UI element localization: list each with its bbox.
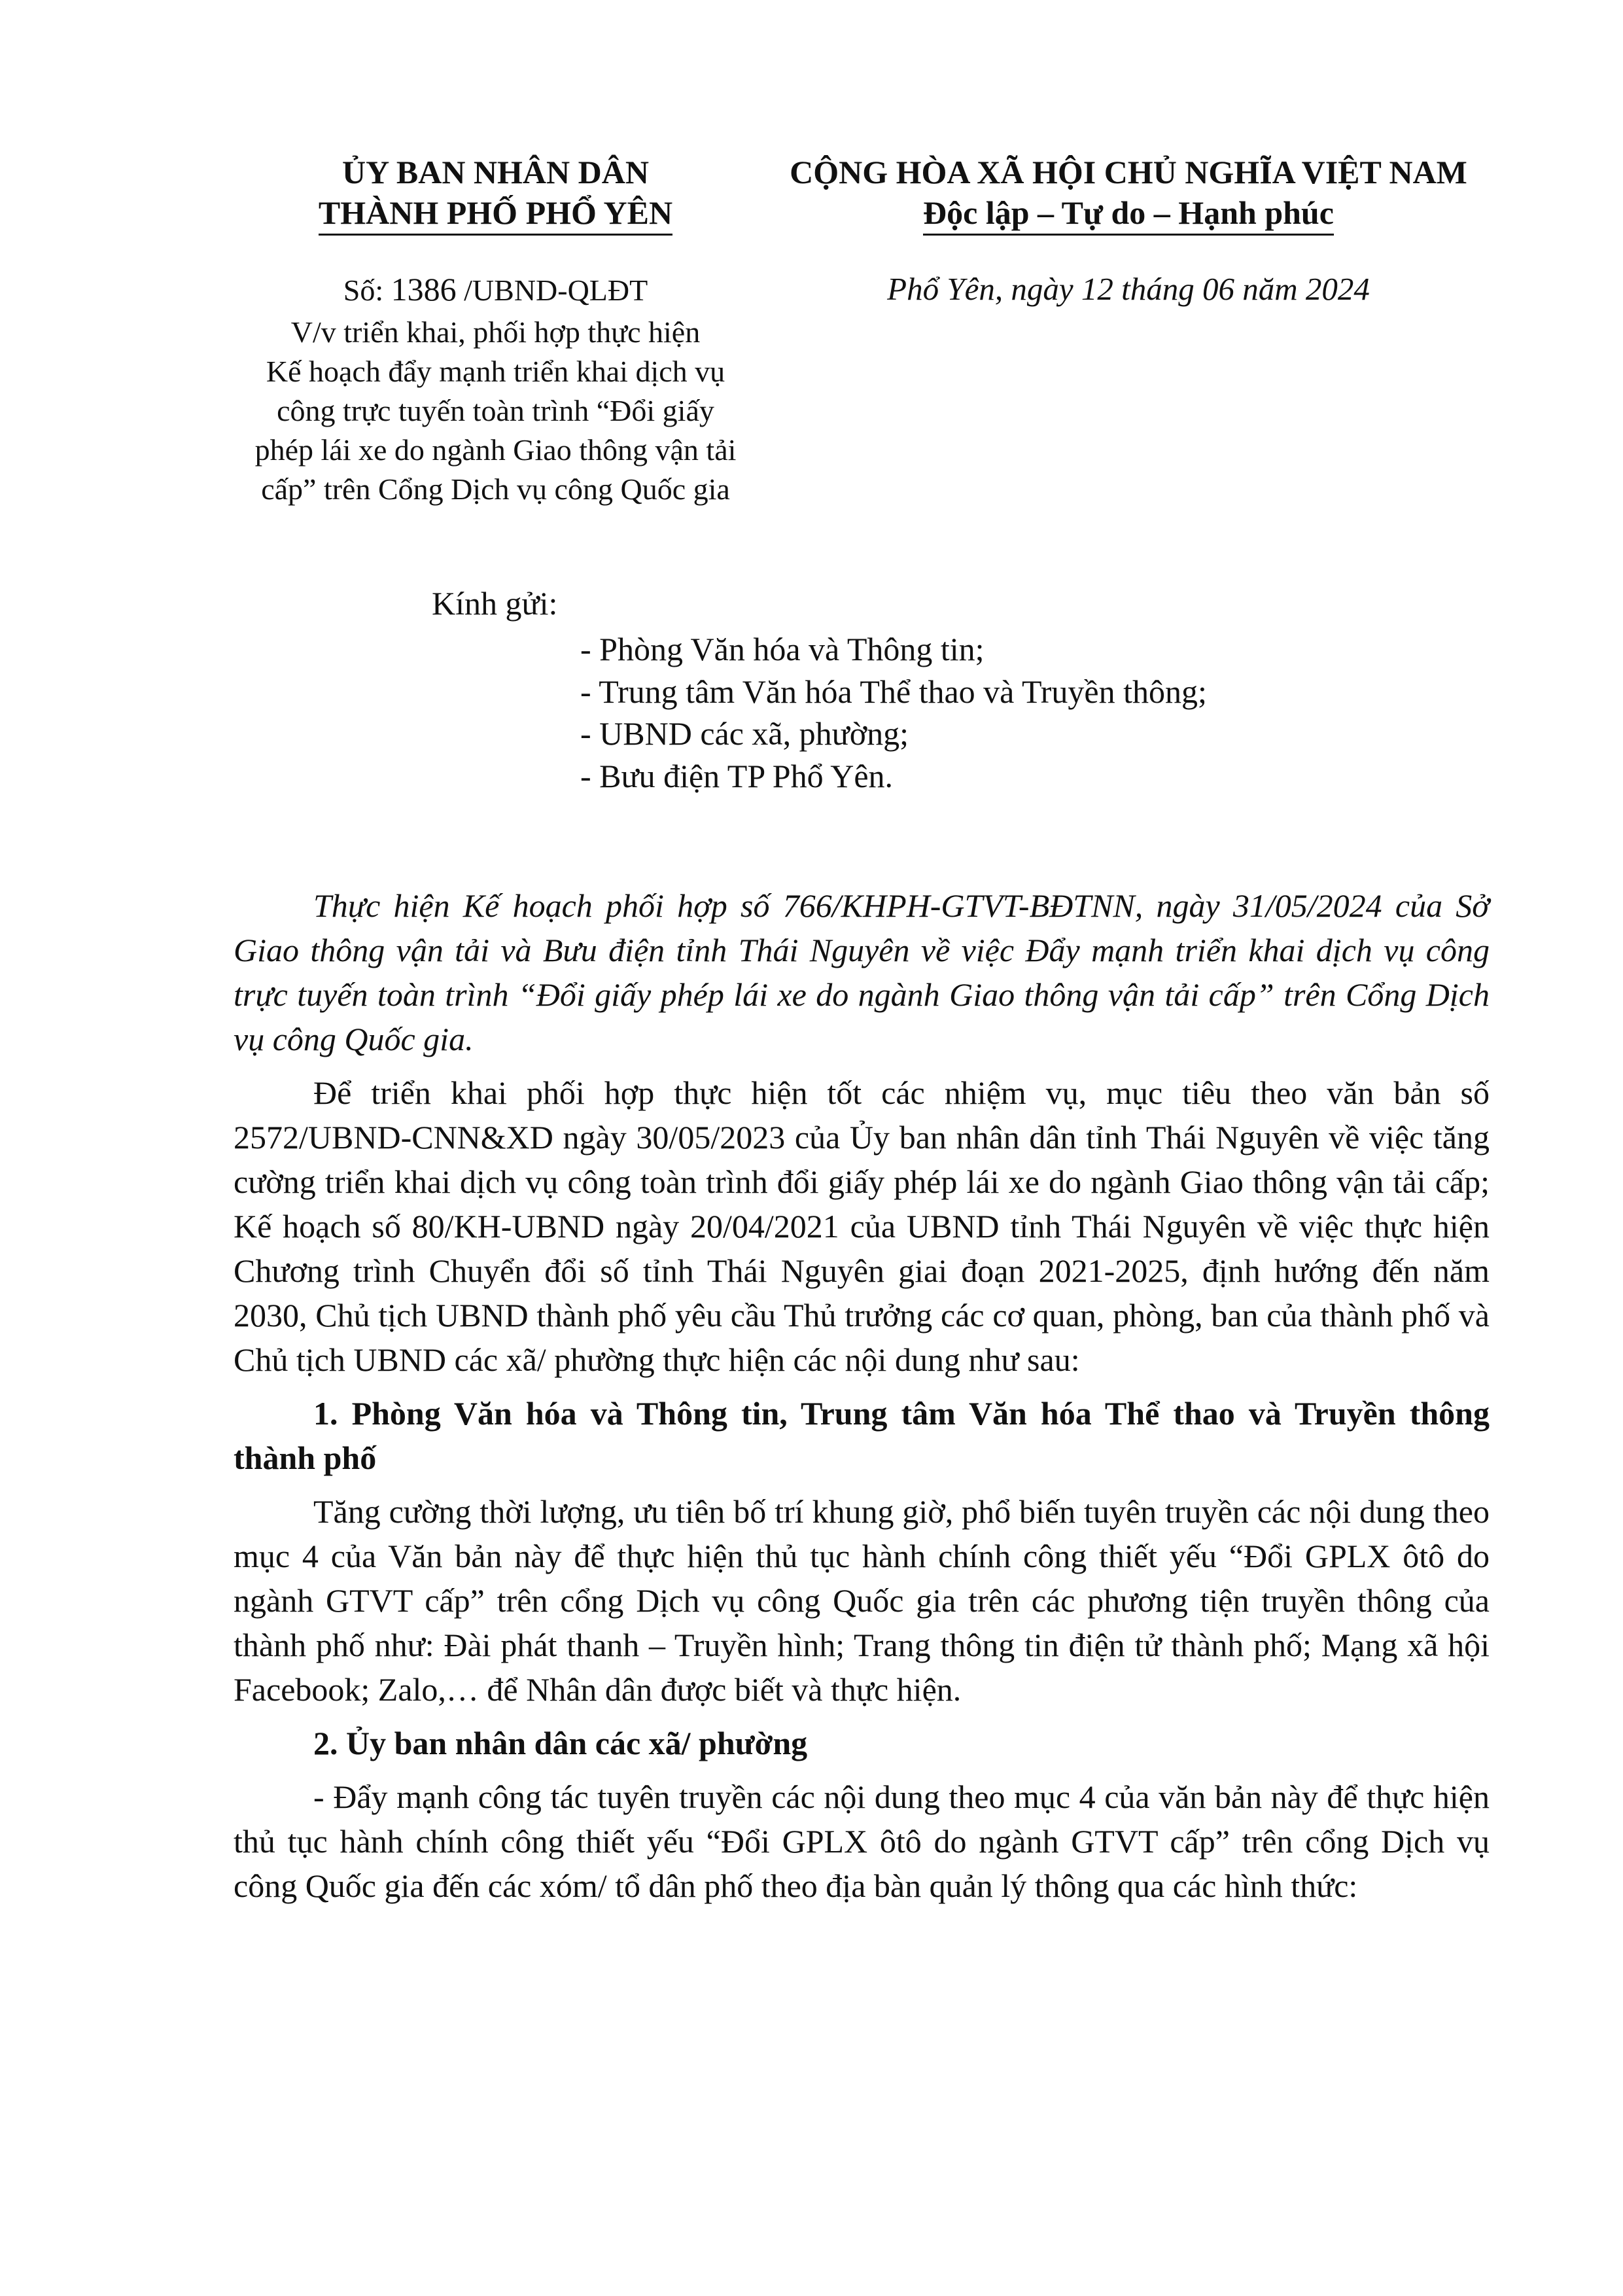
recipient-item: - Phòng Văn hóa và Thông tin; (580, 631, 985, 667)
doc-no-prefix: Số: (343, 274, 384, 307)
body-paragraph: Để triển khai phối hợp thực hiện tốt các nhiệm vụ, mục tiêu theo văn bản số 2572/UBND-CNN&XD ngày 30/05/2023 của Ủy ban nhân dân tỉnh Thái Nguyên về việc tăng cường triển khai dịch vụ công toàn trình đổi giấy phép lái xe do ngành Giao thông vận tải cấp; Kế hoạch số 80/KH-UBND ngày 20/04/2021 của UBND tỉnh Thái Nguyên về việc thực hiện Chương trình Chuyển đổi số tỉnh Thái Nguyên giai đoạn 2021-2025, định hướng đến năm 2030, Chủ tịch UBND thành phố yêu cầu Thủ trưởng các cơ quan, phòng, ban của thành phố và Chủ tịch UBND các xã/ phường thực hiện các nội dung như sau: (234, 1074, 1490, 1378)
section-heading-2: 2. Ủy ban nhân dân các xã/ phường (313, 1725, 808, 1761)
subject-line: công trực tuyến toàn trình “Đổi giấy (277, 394, 714, 427)
body-paragraph: - Đẩy mạnh công tác tuyên truyền các nội dung theo mục 4 của văn bản này để thực hiện thủ tục hành chính công thiết yếu “Đổi GPLX ôtô do ngành GTVT cấp” trên cổng Dịch vụ công Quốc gia đến các xóm/ tổ dân phố theo địa bàn quản lý thông qua các hình thức: (234, 1778, 1490, 1904)
recipient-list (580, 628, 1207, 797)
country-name: CỘNG HÒA XÃ HỘI CHỦ NGHĨA VIỆT NAM (790, 154, 1467, 190)
intro-paragraph: Thực hiện Kế hoạch phối hợp số 766/KHPH-GTVT-BĐTNN, ngày 31/05/2024 của Sở Giao thông vận tải và Bưu điện tỉnh Thái Nguyên về việc Đẩy mạnh triển khai dịch vụ công trực tuyến toàn trình “Đổi giấy phép lái xe do ngành Giao thông vận tải cấp” trên Cổng Dịch vụ công Quốc gia. (234, 887, 1490, 1057)
recipient-item: - UBND các xã, phường; (580, 715, 909, 752)
document-number (236, 270, 756, 310)
section-heading-1: 1. Phòng Văn hóa và Thông tin, Trung tâm Văn hóa Thể thao và Truyền thông thành phố (234, 1395, 1490, 1476)
subject-line: Kế hoạch đẩy mạnh triển khai dịch vụ (266, 355, 725, 388)
place-date: Phổ Yên, ngày 12 tháng 06 năm 2024 (887, 271, 1370, 307)
national-header (762, 152, 1495, 233)
document-subject (236, 313, 756, 509)
body-paragraph: Tăng cường thời lượng, ưu tiên bố trí khung giờ, phổ biến tuyên truyền các nội dung theo mục 4 của Văn bản này để thực hiện thủ tục hành chính công thiết yếu “Đổi GPLX ôtô do ngành GTVT cấp” trên cổng Dịch vụ công Quốc gia trên các phương tiện truyền thông của thành phố như: Đài phát thanh – Truyền hình; Trang thông tin điện tử thành phố; Mạng xã hội Facebook; Zalo,… để Nhân dân được biết và thực hiện. (234, 1493, 1490, 1708)
agency-name-line2-text: THÀNH PHỐ PHỔ YÊN (319, 194, 672, 236)
motto (762, 192, 1495, 233)
recipient-item: - Trung tâm Văn hóa Thể thao và Truyền thông; (580, 673, 1207, 710)
doc-no-suffix: /UBND-QLĐT (464, 274, 648, 307)
recipient-item: - Bưu điện TP Phổ Yên. (580, 757, 894, 794)
subject-line: phép lái xe do ngành Giao thông vận tải (254, 433, 737, 467)
motto-text: Độc lập – Tự do – Hạnh phúc (923, 194, 1334, 236)
document-body (234, 883, 1490, 1917)
agency-name-line2 (236, 192, 756, 233)
subject-line: V/v triển khai, phối hợp thực hiện (290, 315, 701, 349)
salutation: Kính gửi: (432, 585, 558, 622)
agency-header (236, 152, 756, 233)
subject-line: cấp” trên Cổng Dịch vụ công Quốc gia (261, 472, 730, 506)
agency-name-line1: ỦY BAN NHÂN DÂN (342, 154, 649, 190)
doc-no-value: 1386 (391, 271, 457, 308)
